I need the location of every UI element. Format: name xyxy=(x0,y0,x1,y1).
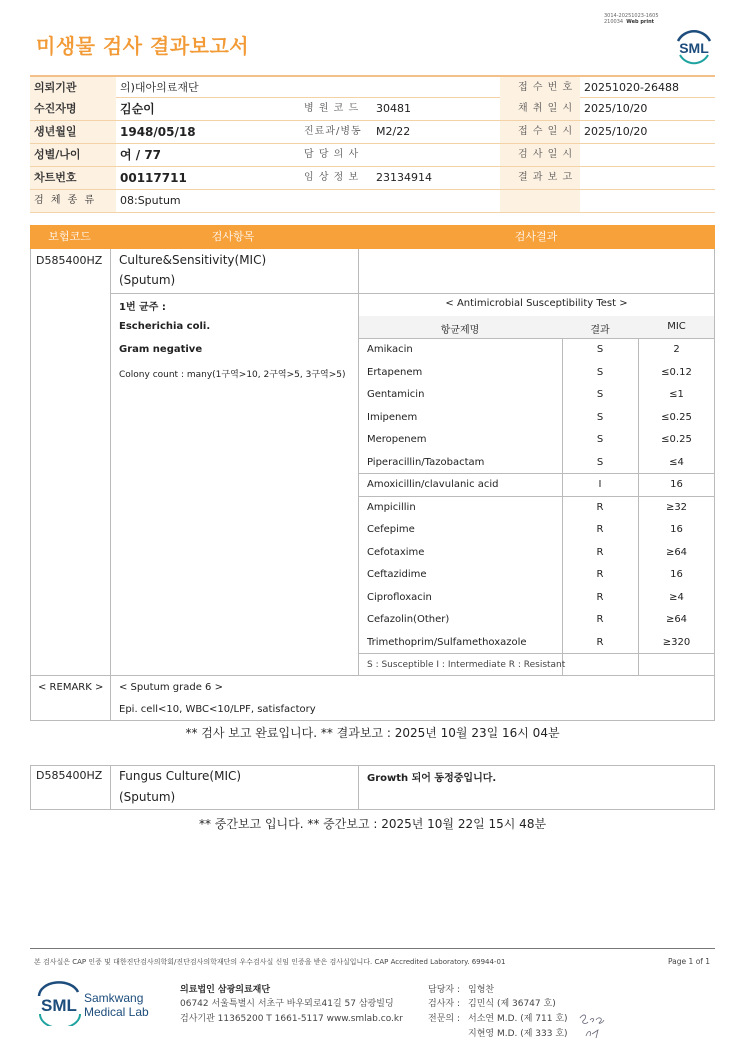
ast-mic-cell: ≥32 xyxy=(665,501,688,513)
info-v1-5: 08:Sputum xyxy=(120,194,181,207)
ast-drug-cell: Amikacin xyxy=(367,344,413,355)
table-divider xyxy=(358,473,715,474)
ast-result-cell: R xyxy=(596,524,604,535)
ast-drug-cell: Amoxicillin/clavulanic acid xyxy=(367,479,499,490)
ast-mic-cell: ≥4 xyxy=(669,591,684,603)
info-row xyxy=(30,167,715,190)
footer-logo-name2: Medical Lab xyxy=(84,1005,149,1019)
remark-line2: Epi. cell<10, WBC<10/LPF, satisfactory xyxy=(119,704,316,715)
ast-drug-cell: Meropenem xyxy=(367,434,427,445)
fungus-test-name: Fungus Culture(MIC) xyxy=(119,769,242,783)
footer-divider xyxy=(30,948,715,949)
organism-label: 1번 균주 : xyxy=(119,302,166,313)
test-name: Culture&Sensitivity(MIC) xyxy=(119,253,267,267)
info-v2-0 xyxy=(372,77,500,99)
ast-result-cell: S xyxy=(596,456,604,468)
table-divider xyxy=(110,293,715,294)
ast-drug-cell: Cefazolin(Other) xyxy=(367,614,450,625)
org-name: 의료법인 삼광의료재단 xyxy=(180,985,271,995)
ast-drug-cell: Ciprofloxacin xyxy=(367,591,432,603)
ast-result-cell: R xyxy=(596,591,604,603)
fungus-specimen: (Sputum) xyxy=(119,790,176,804)
ast-title: < Antimicrobial Susceptibility Test > xyxy=(445,298,628,309)
info-l1-0: 의뢰기관 xyxy=(30,77,116,99)
info-l2-5 xyxy=(286,190,372,212)
info-l2-2: 진료과/병동 xyxy=(304,126,362,137)
info-v1-0: 의)대아의료재단 xyxy=(120,81,199,94)
test-specimen: (Sputum) xyxy=(119,273,176,287)
info-v2-2: M2/22 xyxy=(376,125,411,138)
web-print-label: Web print xyxy=(626,19,655,25)
info-row xyxy=(30,121,715,144)
staff4-name: 지현영 M.D. (제 333 호) xyxy=(468,1029,568,1039)
ast-drug-cell: Ertapenem xyxy=(367,366,423,378)
ast-drug-cell: Ceftazidime xyxy=(367,569,427,580)
ast-result-cell: R xyxy=(596,636,604,648)
staff2-label: 검사자 : xyxy=(428,999,460,1009)
ast-result-cell: S xyxy=(596,366,604,378)
ast-mic-cell: ≤0.25 xyxy=(661,434,692,445)
ast-mic-cell: ≤0.12 xyxy=(661,366,692,378)
staff3-label: 전문의 : xyxy=(428,1014,460,1024)
info-l1-3: 성별/나이 xyxy=(30,144,116,166)
col-header-code: 보험코드 xyxy=(48,230,91,243)
ast-legend: S : Susceptible I : Intermediate R : Resistant xyxy=(367,660,566,670)
ast-mic-cell: ≤4 xyxy=(669,456,684,468)
patient-info-table xyxy=(30,75,715,213)
page-number: Page 1 of 1 xyxy=(668,957,711,966)
ast-result-cell: I xyxy=(598,479,602,490)
info-l1-4: 차트번호 xyxy=(30,167,116,189)
col-header-item: 검사항목 xyxy=(211,230,255,243)
ast-drug-cell: Cefotaxime xyxy=(367,546,425,558)
cert-statement: 본 검사실은 CAP 인증 및 대한진단검사의학회/진단검사의학재단의 우수검사실 신임 인증을 받은 검사실입니다. CAP Accredited Laboratory. 69944-01 xyxy=(34,958,506,966)
ast-drug-cell: Gentamicin xyxy=(367,389,425,400)
staff1-label: 담당자 : xyxy=(428,985,460,995)
ast-drug-cell: Imipenem xyxy=(367,411,418,423)
ast-mic-cell: ≤1 xyxy=(669,389,684,400)
org-contact: 검사기관 11365200 T 1661-5117 www.smlab.co.kr xyxy=(180,1014,403,1024)
info-l2-4: 임 상 정 보 xyxy=(304,172,360,183)
page-title: 미생물 검사 결과보고서 xyxy=(36,34,250,58)
document-code-line2: 210034 xyxy=(604,19,624,25)
info-v1-2: 1948/05/18 xyxy=(120,125,196,139)
info-l2-1: 병 원 코 드 xyxy=(304,103,360,114)
info-row xyxy=(30,75,715,98)
ast-header-drug: 항균제명 xyxy=(440,325,480,336)
info-row xyxy=(30,98,715,121)
info-l1-2: 생년월일 xyxy=(30,121,116,143)
info-l3-3: 검 사 일 시 xyxy=(500,144,580,166)
footer-logo-name1: Samkwang xyxy=(84,991,144,1005)
gram-stain: Gram negative xyxy=(119,344,203,355)
ast-drug-cell: Ampicillin xyxy=(367,501,416,513)
info-v1-4: 00117711 xyxy=(120,171,187,185)
info-v1-1: 김순이 xyxy=(120,102,155,116)
info-l3-1: 채 취 일 시 xyxy=(500,98,580,120)
info-v3-1: 2025/10/20 xyxy=(584,102,648,115)
staff2-name: 김민식 (제 36747 호) xyxy=(468,999,556,1009)
interim-report-note: ** 중간보고 입니다. ** 중간보고 : 2025년 10월 22일 15시 48분 xyxy=(198,817,547,831)
result-table-header xyxy=(30,225,715,249)
ast-drug-cell: Trimethoprim/Sulfamethoxazole xyxy=(367,636,527,648)
table-divider xyxy=(358,496,715,497)
table-divider xyxy=(358,653,715,654)
organism-name: Escherichia coli. xyxy=(119,321,211,332)
ast-header-result: 결과 xyxy=(590,325,610,336)
info-v2-1: 30481 xyxy=(376,102,411,115)
ast-result-cell: R xyxy=(596,501,604,513)
info-v2-3 xyxy=(372,144,500,166)
staff1-name: 임형찬 xyxy=(468,985,495,995)
ast-mic-cell: ≥64 xyxy=(665,546,688,558)
logo-text: SML xyxy=(679,40,709,56)
table-divider xyxy=(358,338,715,339)
info-l1-1: 수진자명 xyxy=(30,98,116,120)
ast-mic-cell: ≤0.25 xyxy=(661,411,692,423)
colony-count: Colony count : many(1구역>10, 2구역>5, 3구역>5) xyxy=(119,370,346,380)
fungus-result: Growth 되어 동정중입니다. xyxy=(367,773,497,784)
fungus-code: D585400HZ xyxy=(36,769,103,782)
remark-label: < REMARK > xyxy=(38,682,104,693)
ast-header-mic: MIC xyxy=(667,321,686,332)
info-v3-3 xyxy=(580,144,715,166)
sml-logo-icon xyxy=(672,25,716,69)
ast-result-cell: S xyxy=(596,434,604,445)
info-v3-2: 2025/10/20 xyxy=(584,125,648,138)
info-l3-2: 접 수 일 시 xyxy=(500,121,580,143)
info-l3-5 xyxy=(500,190,580,212)
ast-drug-cell: Cefepime xyxy=(367,524,415,535)
col-header-result: 검사결과 xyxy=(514,230,558,243)
info-v3-0: 20251020-26488 xyxy=(584,81,679,94)
ast-result-cell: R xyxy=(596,569,604,580)
info-l1-5: 검 체 종 류 xyxy=(30,190,116,212)
info-v2-4: 23134914 xyxy=(376,171,432,184)
ast-mic-cell: 2 xyxy=(673,344,680,355)
ast-mic-cell: 16 xyxy=(670,524,683,535)
document-code xyxy=(604,13,659,25)
final-report-note: ** 검사 보고 완료입니다. ** 결과보고 : 2025년 10월 23일 16시 04분 xyxy=(185,726,560,740)
info-v2-5 xyxy=(372,190,500,212)
info-l3-4: 결 과 보 고 xyxy=(500,167,580,189)
footer-logo-sml: SML xyxy=(41,996,77,1015)
ast-mic-cell: ≥64 xyxy=(665,614,688,625)
samkwang-logo-icon xyxy=(36,980,156,1026)
info-v3-4 xyxy=(580,167,715,189)
ast-result-cell: S xyxy=(596,344,604,355)
info-row xyxy=(30,190,715,213)
ast-result-cell: S xyxy=(596,389,604,400)
info-l2-0 xyxy=(286,77,372,99)
remark-line1: < Sputum grade 6 > xyxy=(119,682,223,693)
ast-mic-cell: 16 xyxy=(670,479,683,490)
ast-mic-cell: 16 xyxy=(670,569,683,580)
table-divider xyxy=(358,249,359,675)
ast-result-cell: S xyxy=(596,411,604,423)
document-code-line1: 3014-20251023-1605 xyxy=(604,13,659,19)
info-row xyxy=(30,144,715,167)
ast-drug-cell: Piperacillin/Tazobactam xyxy=(367,456,485,468)
ast-result-cell: R xyxy=(596,614,604,625)
table-divider xyxy=(110,249,111,721)
org-address: 06742 서울특별시 서초구 바우뫼로41길 57 삼광빌딩 xyxy=(180,999,394,1009)
staff3-name: 서소연 M.D. (제 711 호) xyxy=(468,1014,568,1024)
info-l2-3: 담 당 의 사 xyxy=(304,149,360,160)
test-code: D585400HZ xyxy=(36,254,103,267)
info-l3-0: 접 수 번 호 xyxy=(500,77,580,99)
table-divider xyxy=(30,675,715,676)
info-v1-3: 여 / 77 xyxy=(120,148,162,162)
signature-icon xyxy=(576,1008,612,1042)
ast-result-cell: R xyxy=(596,546,604,558)
ast-mic-cell: ≥320 xyxy=(662,636,691,648)
info-v3-5 xyxy=(580,190,715,212)
